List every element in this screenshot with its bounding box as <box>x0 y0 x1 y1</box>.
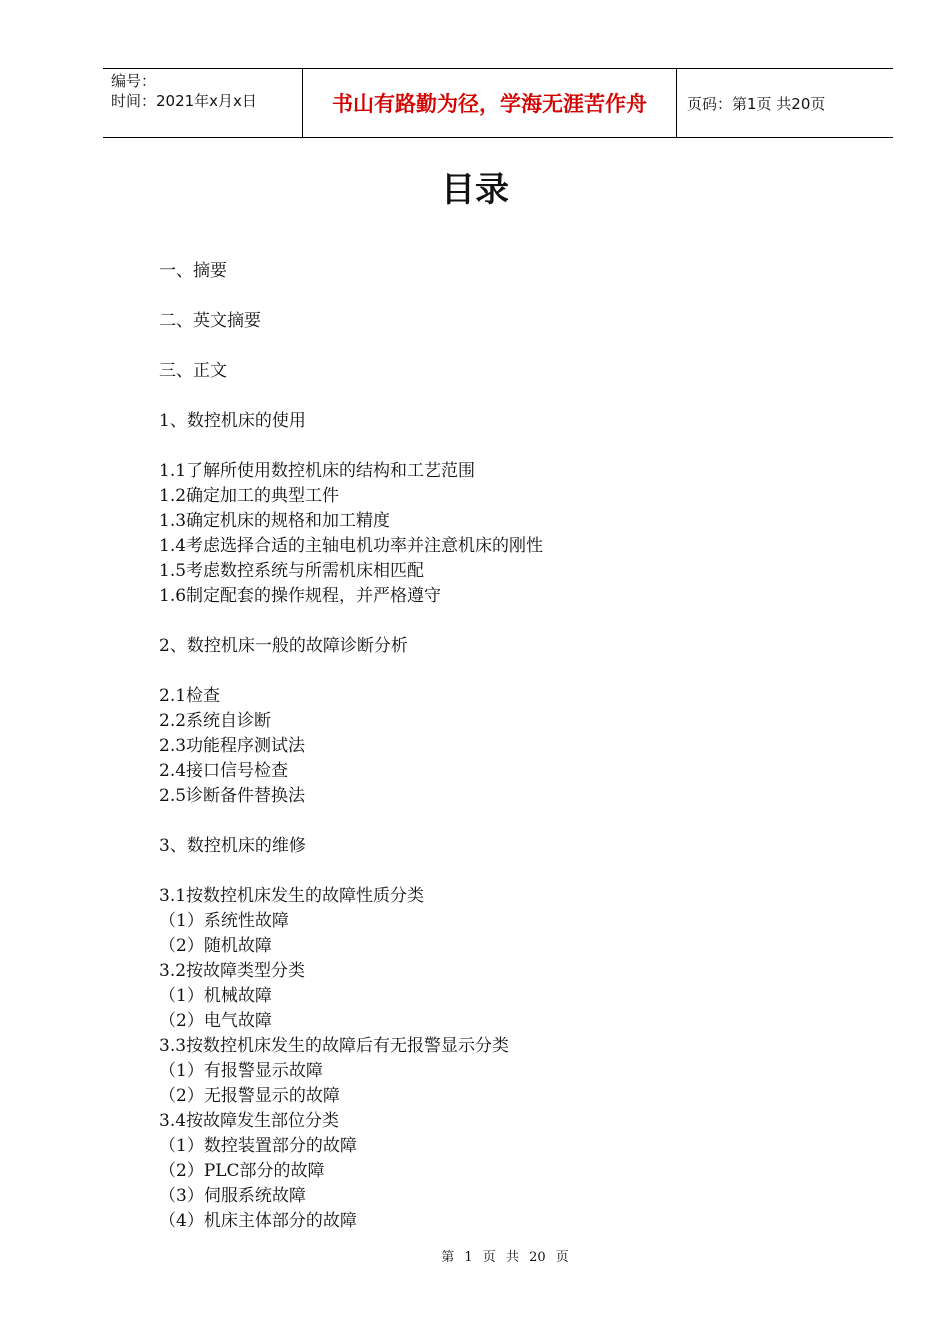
header-time: 时间：2021年x月x日 <box>111 92 257 110</box>
toc-entry: （2）电气故障 <box>159 1011 272 1031</box>
footer-total-pages: 20 <box>529 1250 546 1265</box>
toc-entry: 2.3功能程序测试法 <box>159 736 306 756</box>
header-page-count: 页码：第1页 共20页 <box>687 94 826 113</box>
toc-entry: （1）数控装置部分的故障 <box>159 1136 357 1156</box>
header-meta <box>103 69 303 137</box>
toc-entry: 3.4按故障发生部位分类 <box>159 1111 340 1131</box>
toc-entry: 一、摘要 <box>159 261 227 281</box>
footer-gong: 共 <box>505 1250 519 1265</box>
toc-entry: 3.1按数控机床发生的故障性质分类 <box>159 886 425 906</box>
page-footer <box>0 1246 950 1265</box>
footer-ye: 页 <box>482 1250 496 1265</box>
toc-entry: 3.3按数控机床发生的故障后有无报警显示分类 <box>159 1036 510 1056</box>
toc-entry: 3.2按故障类型分类 <box>159 961 306 981</box>
toc-entry: 1.2确定加工的典型工件 <box>159 486 340 506</box>
toc-spacer <box>159 859 543 884</box>
toc-entry: （1）有报警显示故障 <box>159 1061 323 1081</box>
toc-entry: 2.2系统自诊断 <box>159 711 272 731</box>
toc-entry: 2.4接口信号检查 <box>159 761 289 781</box>
toc-entry: 1.3确定机床的规格和加工精度 <box>159 511 391 531</box>
toc-entry: （1）机械故障 <box>159 986 272 1006</box>
toc-entry: （4）机床主体部分的故障 <box>159 1211 357 1231</box>
toc-entry: 二、英文摘要 <box>159 311 261 331</box>
toc-entry: 1.1了解所使用数控机床的结构和工艺范围 <box>159 461 476 481</box>
toc-entry: （3）伺服系统故障 <box>159 1186 306 1206</box>
footer-ye-2: 页 <box>555 1250 569 1265</box>
toc-spacer <box>159 384 543 409</box>
toc-entry: 三、正文 <box>159 361 227 381</box>
toc-entry: 3、数控机床的维修 <box>159 836 306 856</box>
header-number: 编号： <box>111 72 157 90</box>
page-header <box>103 68 893 138</box>
page-title: 目录 <box>441 170 509 210</box>
footer-current-page: 1 <box>464 1250 473 1265</box>
toc-entry: 2、数控机床一般的故障诊断分析 <box>159 636 408 656</box>
footer-di: 第 <box>441 1250 455 1265</box>
toc-entry: 1.6制定配套的操作规程，并严格遵守 <box>159 586 442 606</box>
toc-entry: （2）PLC部分的故障 <box>159 1161 325 1181</box>
toc-entry: 1.4考虑选择合适的主轴电机功率并注意机床的刚性 <box>159 536 544 556</box>
toc-entry: 1、数控机床的使用 <box>159 411 306 431</box>
toc-spacer <box>159 434 543 459</box>
toc-spacer <box>159 609 543 634</box>
toc-entry: 1.5考虑数控系统与所需机床相匹配 <box>159 561 425 581</box>
toc-entry: （2）无报警显示的故障 <box>159 1086 340 1106</box>
toc-entry: 2.5诊断备件替换法 <box>159 786 306 806</box>
header-motto: 书山有路勤为径，学海无涯苦作舟 <box>303 69 677 137</box>
table-of-contents <box>159 259 543 1234</box>
toc-spacer <box>159 334 543 359</box>
toc-entry: （1）系统性故障 <box>159 911 289 931</box>
toc-entry: 2.1检查 <box>159 686 221 706</box>
toc-entry: （2）随机故障 <box>159 936 272 956</box>
toc-spacer <box>159 809 543 834</box>
toc-spacer <box>159 659 543 684</box>
toc-spacer <box>159 284 543 309</box>
